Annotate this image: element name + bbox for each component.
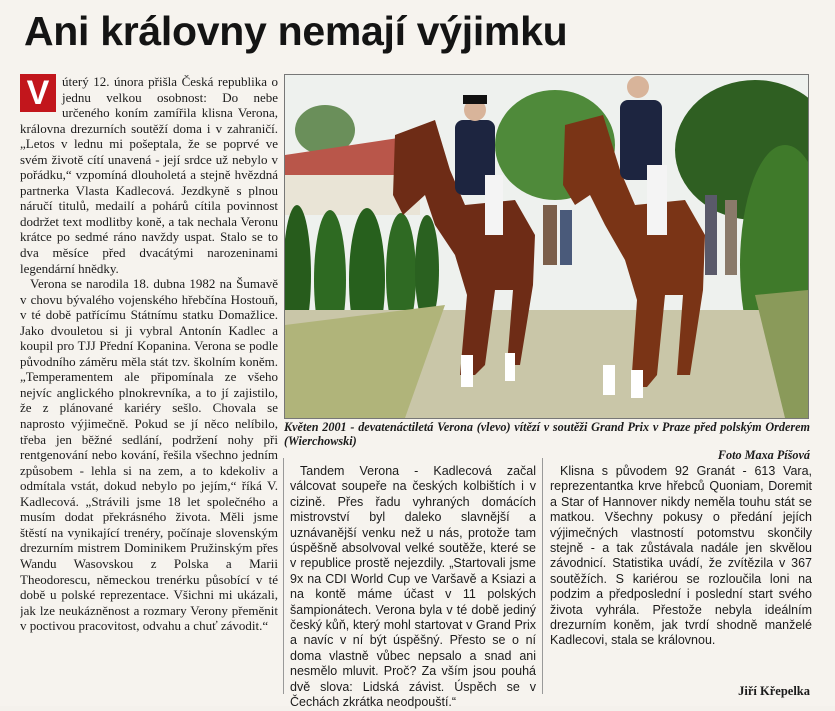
article-paragraph: Tandem Verona - Kadlecová začal válcovat soupeře na českých kolbištích i v cizině. Přes řadu vyhraných domácích mistrovství byl daleko slavnější a uznávanější venku než u nás, protože tam úspěšně absolvoval velké soutěže, které se v republice prostě nejezdily. „Startovali jsme 9x na CDI World Cup ve Varšavě a Ksiazi a na kontě máme účast v 11 polských šampionátech. Verona byla v té době jediný český kůň, který mohl startovat v Grand Prix a navíc v ní být úspěšný. Přesto se o ní doma vlastně vůbec nepsalo a snad ani nesmělo mluvit. Proč? Za vším jsou pouhá dvě slova: Lidská závist. Úspěch se v Čechách zkrátka neodpouští.“	[290, 464, 536, 710]
article-right-column	[550, 464, 812, 649]
article-paragraph: Klisna s původem 92 Granát - 613 Vara, reprezentantka krve hřebců Quoniam, Doremit a Star of Hannover nikdy neměla touhu stát se matkou. Všechny pokusy o předání jejích výjimečných vlastností potomstvu skončily stejně - a tak zůstávala nadále jen skvělou závodnicí. Statistika uvádí, že zvítězila v 367 soutěžích. S kariérou se rozloučila loni na podzim a předposlední i poslední start svého života vyhrála. Přestože nebyla ideálním drezurním koněm, jak tvrdí shodně manželé Kadlecovi, stala se královnou.	[550, 464, 812, 648]
article-author: Jiří Křepelka	[738, 684, 810, 698]
article-paragraph	[20, 74, 278, 276]
paragraph-text: úterý 12. února přišla Česká republika o jednu velkou osobnost: Do nebe určeného koním zamířila klisna Verona, královna drezurních soutěží doma i v zahraničí. „Letos v lednu mi pošeptala, že se poprvé ve svém životě cítí unavená - její srdce už nebylo v pořádku,“ vzpomíná dlouholetá a stejně hvězdná partnerka Vlasta Kadlecová. Jezdkyně s plnou náručí titulů, medailí a pohárů cítila povinnost dodržet text modlitby koně, a tak nechala Veronu krátce po sedmé ráno navždy uspat. Stalo se to dva měsíce před dvacátými narozeninami legendární hnědky.	[20, 74, 278, 276]
column-divider	[283, 458, 284, 694]
caption-text: Květen 2001 - devatenáctiletá Verona (vlevo) vítězí v soutěži Grand Prix v Praze před polským Orderem (Wierchowski)	[284, 420, 810, 448]
article-paragraph: Verona se narodila 18. dubna 1982 na Šumavě v chovu bývalého vojenského hřebčína Hostouň, v té době patřícímu Státnímu statku Domažlice. Jako dvouletou si ji vybral Antonín Kadlec a koupil pro TJJ Přední Kopanina. Verona se podle původního záměru měla stát tzv. školním koněm. „Temperamentem ale připomínala ze všeho nejvíc anglického plnokrevníka, a to jí zajistilo, že z plánované kariéry sešlo. Chovala se naprosto výjimečně. Pokud se jí něco nelíbilo, třeba jen běžné sedlání, podržení nohy při rentgenování nebo kování, řešila všechno jedním způsobem - lehla si na zem, a to kdekoliv a odmítala vstát, dokud nebylo po jejím,“ říká V. Kadlecová. „Strávili jsme 18 let společného a musím dodat překrásného života. Měli jsme štěstí na vynikající trenéry, počínaje slovenským drezurním mistrem Dominikem Pružinským přes Wandu Wasovskou z Polska a Marii Theodorescu, německou trenérku působící v té době u polské reprezentace. Všichni mi ukázali, jak lze neukázněnost a rozmary Verony přeměnit v poctivou pracovitost, odvahu a chuť závodit.“	[20, 276, 278, 634]
article-photo	[284, 74, 809, 419]
photo-caption	[284, 420, 810, 462]
article-left-column	[20, 74, 278, 694]
horses-photo-illustration	[285, 75, 808, 418]
column-divider	[542, 458, 543, 694]
article-middle-column	[290, 464, 536, 711]
photo-credit: Foto Maxa Píšová	[717, 448, 810, 462]
article-headline: Ani královny nemají výjimku	[24, 8, 568, 54]
drop-cap: V	[20, 74, 56, 112]
